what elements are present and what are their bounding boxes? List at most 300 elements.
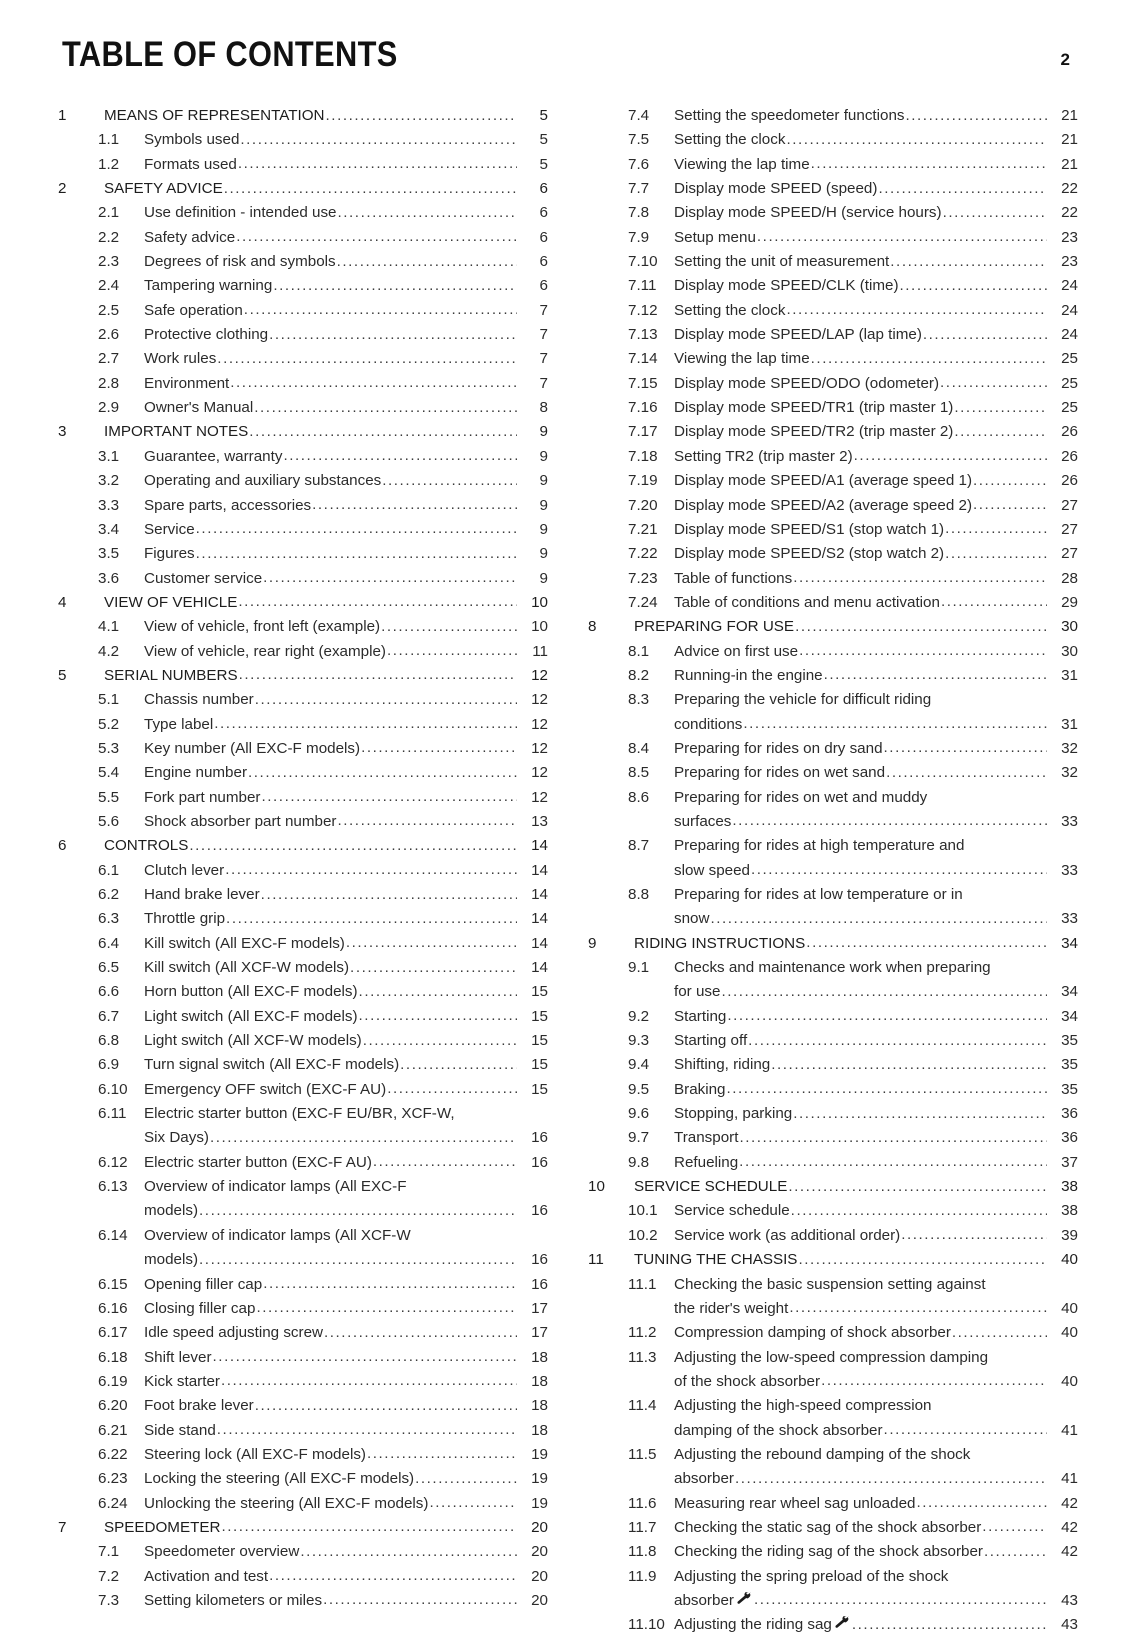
toc-dot-leader <box>941 590 1047 614</box>
toc-entry-title: Checking the riding sag of the shock absorber <box>674 1543 983 1561</box>
toc-chapter-entry[interactable] <box>58 177 548 201</box>
toc-section-entry[interactable] <box>588 323 1078 347</box>
toc-page-number: 18 <box>531 1372 548 1390</box>
toc-entry-line <box>144 615 548 639</box>
toc-entry-body <box>144 1394 548 1418</box>
toc-entry-body <box>144 1492 548 1516</box>
toc-section-entry[interactable] <box>58 1565 548 1589</box>
toc-entry-body <box>144 518 548 542</box>
toc-entry-number: 7.9 <box>628 228 650 246</box>
toc-entry-number: 6.6 <box>98 983 120 1001</box>
toc-entry-number: 8 <box>588 618 597 636</box>
toc-entry-line <box>144 640 548 664</box>
toc-entry-title: Checking the static sag of the shock absorber <box>674 1518 982 1536</box>
toc-entry-body <box>144 128 548 152</box>
toc-page-number: 14 <box>531 886 548 903</box>
toc-section-entry[interactable] <box>588 688 1078 737</box>
toc-entry-title: Refueling <box>674 1153 739 1171</box>
toc-entry-title: SERVICE SCHEDULE <box>634 1178 788 1196</box>
toc-section-entry[interactable] <box>588 494 1078 518</box>
toc-entry-title: Closing filler cap <box>144 1299 256 1317</box>
toc-section-entry[interactable] <box>588 1102 1078 1126</box>
toc-dot-leader <box>269 323 517 347</box>
toc-section-entry[interactable] <box>588 226 1078 250</box>
toc-section-entry[interactable] <box>588 761 1078 785</box>
toc-entry-title: Compression damping of shock absorber <box>674 1324 951 1342</box>
toc-entry-number: 7.6 <box>628 155 650 173</box>
toc-section-entry[interactable] <box>58 542 548 566</box>
toc-page-number: 9 <box>539 496 548 514</box>
toc-section-entry[interactable] <box>588 834 1078 883</box>
toc-entry-title: Clutch lever <box>144 861 225 879</box>
toc-entry-number: 2.8 <box>98 374 120 392</box>
toc-entry-body <box>674 591 1078 615</box>
toc-entry-line <box>674 907 1078 931</box>
toc-dot-leader <box>240 128 517 152</box>
toc-entry-number: 7.24 <box>628 593 658 611</box>
toc-section-entry[interactable] <box>588 445 1078 469</box>
toc-chapter-entry[interactable] <box>58 104 548 128</box>
page-number: 2 <box>1060 50 1070 69</box>
toc-section-entry[interactable] <box>588 1273 1078 1322</box>
toc-entry-body <box>674 323 1078 347</box>
toc-section-entry[interactable] <box>588 372 1078 396</box>
toc-section-entry[interactable] <box>58 1102 548 1151</box>
toc-entry-line <box>144 859 548 883</box>
toc-section-entry[interactable] <box>58 1005 548 1029</box>
toc-entry-body <box>104 591 548 615</box>
toc-section-entry[interactable] <box>588 469 1078 493</box>
toc-section-entry[interactable] <box>58 980 548 1004</box>
toc-page-number: 17 <box>531 1299 548 1317</box>
toc-page-number: 32 <box>1061 764 1078 782</box>
toc-chapter-entry[interactable] <box>58 420 548 444</box>
toc-entry-line <box>674 786 1078 810</box>
toc-entry-title: Safety advice <box>144 228 236 246</box>
toc-entry-line <box>674 1321 1078 1345</box>
toc-section-entry[interactable] <box>58 323 548 347</box>
toc-entry-line <box>144 274 548 298</box>
toc-entry-title: Advice on first use <box>674 642 799 660</box>
toc-section-entry[interactable] <box>58 469 548 493</box>
toc-entry-number: 6.10 <box>98 1080 128 1098</box>
toc-section-entry[interactable] <box>588 956 1078 1005</box>
toc-entry-number: 8.1 <box>628 642 650 660</box>
toc-page-number: 43 <box>1061 1591 1078 1609</box>
toc-chapter-entry[interactable] <box>58 1516 548 1540</box>
toc-entry-number: 9.7 <box>628 1129 650 1147</box>
toc-entry-line <box>144 299 548 323</box>
toc-section-entry[interactable] <box>58 1053 548 1077</box>
toc-section-entry[interactable] <box>588 250 1078 274</box>
toc-chapter-entry[interactable] <box>588 1248 1078 1272</box>
toc-entry-line <box>674 494 1078 518</box>
toc-entry-title: snow <box>674 910 710 928</box>
toc-section-entry[interactable] <box>58 737 548 761</box>
toc-section-entry[interactable] <box>58 518 548 542</box>
toc-entry-line <box>144 688 548 712</box>
toc-entry-title: Figures <box>144 545 195 563</box>
toc-dot-leader <box>382 469 517 493</box>
toc-entry-title: Display mode SPEED/ODO (odometer) <box>674 374 940 392</box>
toc-chapter-entry[interactable] <box>58 664 548 688</box>
toc-section-entry[interactable] <box>58 688 548 712</box>
toc-dot-leader <box>945 542 1047 566</box>
toc-section-entry[interactable] <box>588 542 1078 566</box>
toc-entry-number: 7.19 <box>628 472 658 490</box>
toc-section-entry[interactable] <box>58 1321 548 1345</box>
toc-entry-body <box>144 1151 548 1175</box>
toc-entry-line <box>144 1540 548 1564</box>
toc-entry-title: Owner's Manual <box>144 399 254 417</box>
toc-entry-line <box>674 299 1078 323</box>
toc-page-number: 33 <box>1061 861 1078 879</box>
toc-page-number: 36 <box>1061 1129 1078 1147</box>
toc-entry-body <box>674 786 1078 835</box>
toc-chapter-entry[interactable] <box>588 932 1078 956</box>
toc-dot-leader <box>710 907 1047 931</box>
toc-section-entry[interactable] <box>58 201 548 225</box>
toc-entry-number: 5.6 <box>98 812 120 830</box>
toc-section-entry[interactable] <box>58 1467 548 1491</box>
toc-entry-body <box>144 688 548 712</box>
toc-section-entry[interactable] <box>588 1492 1078 1516</box>
toc-entry-body <box>144 883 548 907</box>
toc-entry-title: Adjusting the spring preload of the shock <box>674 1567 949 1585</box>
toc-section-entry[interactable] <box>588 640 1078 664</box>
toc-section-entry[interactable] <box>58 713 548 737</box>
toc-entry-body <box>674 201 1078 225</box>
toc-entry-line <box>634 932 1078 956</box>
toc-page-number: 35 <box>1061 1080 1078 1098</box>
toc-entry-title: Running-in the engine <box>674 666 823 684</box>
toc-section-entry[interactable] <box>58 1492 548 1516</box>
toc-section-entry[interactable] <box>588 1321 1078 1345</box>
page-title: TABLE OF CONTENTS <box>62 35 398 74</box>
toc-page-number: 30 <box>1061 618 1078 636</box>
toc-entry-number: 2.9 <box>98 399 120 417</box>
toc-section-entry[interactable] <box>58 1151 548 1175</box>
toc-section-entry[interactable] <box>58 1419 548 1443</box>
toc-dot-leader <box>400 1053 517 1077</box>
toc-dot-leader <box>387 639 517 663</box>
toc-section-entry[interactable] <box>588 1151 1078 1175</box>
toc-section-entry[interactable] <box>58 250 548 274</box>
toc-entry-number: 8.4 <box>628 739 650 757</box>
toc-entry-title: Side stand <box>144 1421 216 1439</box>
toc-entry-title: SAFETY ADVICE <box>104 180 223 198</box>
toc-entry-title: Symbols used <box>144 131 240 149</box>
toc-section-entry[interactable] <box>58 1175 548 1224</box>
toc-section-entry[interactable] <box>588 664 1078 688</box>
toc-section-entry[interactable] <box>58 1346 548 1370</box>
toc-section-entry[interactable] <box>588 274 1078 298</box>
toc-section-entry[interactable] <box>588 347 1078 371</box>
toc-entry-title: Setting the clock <box>674 131 786 149</box>
toc-entry-line <box>144 1443 548 1467</box>
toc-page-number: 27 <box>1061 545 1078 563</box>
toc-section-entry[interactable] <box>58 347 548 371</box>
toc-section-entry[interactable] <box>58 859 548 883</box>
toc-entry-title: Preparing for rides on wet and muddy <box>674 788 928 806</box>
toc-dot-leader <box>196 542 517 566</box>
toc-entry-title: Use definition - intended use <box>144 204 337 222</box>
toc-chapter-entry[interactable] <box>58 591 548 615</box>
toc-page-number: 16 <box>531 1129 548 1147</box>
toc-section-entry[interactable] <box>58 1078 548 1102</box>
toc-dot-leader <box>743 712 1047 736</box>
toc-section-entry[interactable] <box>58 1370 548 1394</box>
toc-section-entry[interactable] <box>588 1053 1078 1077</box>
toc-section-entry[interactable] <box>588 128 1078 152</box>
toc-entry-body <box>674 956 1078 1005</box>
toc-section-entry[interactable] <box>588 591 1078 615</box>
toc-entry-line <box>674 664 1078 688</box>
toc-section-entry[interactable] <box>58 226 548 250</box>
toc-entry-body <box>144 1297 548 1321</box>
toc-entry-number: 11.7 <box>628 1518 657 1536</box>
toc-dot-leader <box>236 225 517 249</box>
toc-entry-title: Six Days) <box>144 1129 209 1147</box>
toc-section-entry[interactable] <box>588 1394 1078 1443</box>
toc-chapter-entry[interactable] <box>588 615 1078 639</box>
toc-dot-leader <box>225 858 517 882</box>
toc-entry-title: Emergency OFF switch (EXC-F AU) <box>144 1080 387 1098</box>
toc-dot-leader <box>338 201 518 225</box>
toc-section-entry[interactable] <box>58 372 548 396</box>
toc-page-number: 32 <box>1061 739 1078 757</box>
toc-section-entry[interactable] <box>588 1224 1078 1248</box>
toc-entry-title: Degrees of risk and symbols <box>144 253 336 271</box>
toc-dot-leader <box>732 809 1047 833</box>
toc-section-entry[interactable] <box>588 1029 1078 1053</box>
toc-entry-number: 7.13 <box>628 326 658 344</box>
toc-section-entry[interactable] <box>588 104 1078 128</box>
toc-entry-title: damping of the shock absorber <box>674 1421 883 1439</box>
toc-section-entry[interactable] <box>588 567 1078 591</box>
toc-entry-body <box>104 420 548 444</box>
toc-dot-leader <box>786 128 1047 152</box>
toc-entry-number: 11.10 <box>628 1616 665 1634</box>
toc-dot-leader <box>213 1345 517 1369</box>
toc-page-number: 40 <box>1061 1372 1078 1390</box>
toc-page-number: 14 <box>531 861 548 879</box>
toc-section-entry[interactable] <box>588 201 1078 225</box>
toc-section-entry[interactable] <box>588 153 1078 177</box>
toc-entry-number: 7.11 <box>628 277 657 295</box>
toc-dot-leader <box>217 347 517 371</box>
toc-entry-number: 6.23 <box>98 1470 128 1488</box>
toc-dot-leader <box>255 688 517 712</box>
toc-entry-line <box>674 104 1078 128</box>
toc-entry-line <box>674 810 1078 834</box>
toc-entry-body <box>674 469 1078 493</box>
toc-section-entry[interactable] <box>58 299 548 323</box>
toc-entry-body <box>674 1321 1078 1345</box>
toc-entry-body <box>104 664 548 688</box>
toc-section-entry[interactable] <box>58 883 548 907</box>
toc-entry-number: 7.7 <box>628 180 650 198</box>
toc-entry-number: 8.2 <box>628 666 650 684</box>
toc-section-entry[interactable] <box>58 640 548 664</box>
toc-section-entry[interactable] <box>58 567 548 591</box>
toc-entry-body <box>674 883 1078 932</box>
toc-section-entry[interactable] <box>588 1443 1078 1492</box>
toc-page-number: 16 <box>531 1153 548 1171</box>
toc-entry-title: Setting the speedometer functions <box>674 107 905 124</box>
toc-section-entry[interactable] <box>58 1273 548 1297</box>
toc-entry-body <box>144 567 548 591</box>
toc-entry-title: SPEEDOMETER <box>104 1518 221 1536</box>
toc-section-entry[interactable] <box>58 445 548 469</box>
toc-dot-leader <box>886 761 1047 785</box>
toc-section-entry[interactable] <box>588 177 1078 201</box>
toc-page-number: 37 <box>1061 1153 1078 1171</box>
toc-entry-number: 10.2 <box>628 1226 658 1244</box>
toc-entry-number: 6.24 <box>98 1494 128 1512</box>
toc-section-entry[interactable] <box>58 494 548 518</box>
toc-entry-body <box>144 469 548 493</box>
toc-entry-title: Work rules <box>144 350 217 368</box>
toc-entry-body <box>634 1248 1078 1272</box>
toc-section-entry[interactable] <box>588 1078 1078 1102</box>
toc-section-entry[interactable] <box>58 1589 548 1613</box>
toc-entry-title: Service schedule <box>674 1202 790 1220</box>
toc-section-entry[interactable] <box>588 518 1078 542</box>
toc-entry-title: Light switch (All XCF-W models) <box>144 1032 362 1050</box>
toc-entry-title: View of vehicle, front left (example) <box>144 618 381 636</box>
toc-section-entry[interactable] <box>58 907 548 931</box>
toc-entry-line <box>674 1126 1078 1150</box>
toc-page-number: 20 <box>531 1591 548 1609</box>
toc-entry-title: Shift lever <box>144 1348 212 1366</box>
toc-section-entry[interactable] <box>58 128 548 152</box>
toc-entry-body <box>144 250 548 274</box>
toc-entry-body <box>674 737 1078 761</box>
toc-page-number: 24 <box>1061 301 1078 319</box>
toc-section-entry[interactable] <box>58 956 548 980</box>
toc-entry-number: 6.20 <box>98 1397 128 1415</box>
toc-section-entry[interactable] <box>58 615 548 639</box>
toc-section-entry[interactable] <box>588 1126 1078 1150</box>
toc-section-entry[interactable] <box>58 274 548 298</box>
toc-section-entry[interactable] <box>58 1029 548 1053</box>
toc-entry-body <box>674 1005 1078 1029</box>
toc-entry-line <box>144 1297 548 1321</box>
toc-entry-line <box>144 1321 548 1345</box>
toc-page-number: 20 <box>531 1543 548 1561</box>
toc-entry-body <box>144 1078 548 1102</box>
toc-entry-body <box>674 226 1078 250</box>
toc-chapter-entry[interactable] <box>588 1175 1078 1199</box>
toc-entry-line <box>674 420 1078 444</box>
toc-entry-title: Horn button (All EXC-F models) <box>144 983 358 1001</box>
toc-section-entry[interactable] <box>58 786 548 810</box>
toc-entry-line <box>674 469 1078 493</box>
toc-entry-line <box>674 177 1078 201</box>
toc-page-number: 12 <box>531 691 548 709</box>
toc-section-entry[interactable] <box>588 1199 1078 1223</box>
toc-section-entry[interactable] <box>58 153 548 177</box>
toc-entry-line <box>674 1346 1078 1370</box>
toc-section-entry[interactable] <box>58 810 548 834</box>
toc-entry-title: Overview of indicator lamps (All XCF-W <box>144 1226 411 1244</box>
toc-page-number: 22 <box>1061 180 1078 198</box>
toc-page-number: 19 <box>531 1470 548 1488</box>
toc-section-entry[interactable] <box>588 396 1078 420</box>
toc-chapter-entry[interactable] <box>58 834 548 858</box>
toc-dot-leader <box>954 420 1047 444</box>
toc-entry-number: 3.2 <box>98 472 120 490</box>
toc-entry-body <box>634 615 1078 639</box>
toc-section-entry[interactable] <box>588 1540 1078 1564</box>
toc-section-entry[interactable] <box>58 1297 548 1321</box>
toc-section-entry[interactable] <box>58 1540 548 1564</box>
toc-entry-body <box>144 1443 548 1467</box>
toc-entry-body <box>674 128 1078 152</box>
toc-entry-title: Key number (All EXC-F models) <box>144 739 361 757</box>
toc-entry-body <box>674 1078 1078 1102</box>
toc-dot-leader <box>751 858 1047 882</box>
toc-section-entry[interactable] <box>588 1613 1078 1637</box>
toc-dot-leader <box>940 371 1047 395</box>
toc-page-number: 9 <box>539 423 548 441</box>
toc-page-number: 35 <box>1061 1032 1078 1050</box>
toc-section-entry[interactable] <box>588 299 1078 323</box>
toc-entry-body <box>634 1175 1078 1199</box>
toc-entry-number: 2.1 <box>98 204 120 222</box>
toc-entry-line <box>144 810 548 834</box>
toc-dot-leader <box>283 444 517 468</box>
toc-entry-line <box>634 1248 1078 1272</box>
toc-section-entry[interactable] <box>588 1005 1078 1029</box>
toc-entry-title: SERIAL NUMBERS <box>104 666 238 684</box>
toc-section-entry[interactable] <box>58 1443 548 1467</box>
toc-dot-leader <box>300 1540 517 1564</box>
toc-section-entry[interactable] <box>58 396 548 420</box>
toc-section-entry[interactable] <box>588 1565 1078 1614</box>
toc-section-entry[interactable] <box>58 932 548 956</box>
toc-section-entry[interactable] <box>58 1394 548 1418</box>
toc-dot-leader <box>739 1126 1047 1150</box>
toc-entry-line <box>144 1078 548 1102</box>
toc-section-entry[interactable] <box>588 420 1078 444</box>
toc-entry-body <box>674 567 1078 591</box>
toc-entry-number: 2.3 <box>98 253 120 271</box>
toc-entry-title: Display mode SPEED (speed) <box>674 180 878 198</box>
toc-section-entry[interactable] <box>588 737 1078 761</box>
toc-section-entry[interactable] <box>588 786 1078 835</box>
toc-entry-line <box>674 956 1078 980</box>
toc-section-entry[interactable] <box>58 761 548 785</box>
toc-dot-leader <box>727 1077 1048 1101</box>
toc-dot-leader <box>189 834 517 858</box>
toc-section-entry[interactable] <box>588 1516 1078 1540</box>
toc-entry-line <box>674 347 1078 371</box>
toc-section-entry[interactable] <box>588 883 1078 932</box>
toc-entry-line <box>144 980 548 1004</box>
toc-entry-line <box>674 1029 1078 1053</box>
toc-entry-body <box>144 907 548 931</box>
toc-entry-number: 6.3 <box>98 910 120 928</box>
toc-dot-leader <box>367 1442 517 1466</box>
toc-entry-number: 1 <box>58 107 67 124</box>
toc-section-entry[interactable] <box>58 1224 548 1273</box>
toc-entry-title: absorber <box>674 1470 734 1488</box>
toc-page-number: 7 <box>539 326 548 344</box>
toc-entry-body <box>144 786 548 810</box>
toc-section-entry[interactable] <box>588 1346 1078 1395</box>
